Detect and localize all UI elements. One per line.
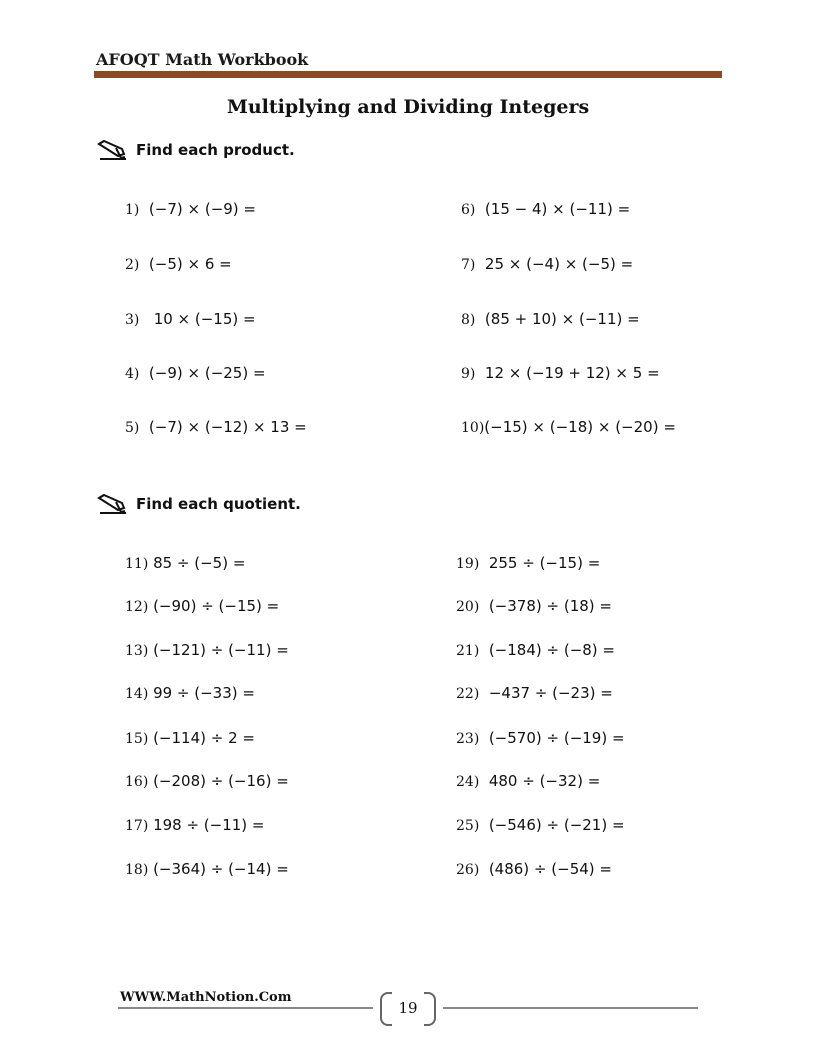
problem-expression: (−90) ÷ (−15) = <box>153 597 280 615</box>
problem-19 <box>456 554 600 572</box>
problem-expression: (−9) × (−25) = <box>148 364 266 382</box>
problem-14 <box>125 684 255 702</box>
problem-number: 15) <box>125 731 149 747</box>
problem-8 <box>461 310 640 328</box>
problem-expression: (486) ÷ (−54) = <box>488 860 612 878</box>
header-rule <box>94 71 722 78</box>
problem-expression: 85 ÷ (−5) = <box>153 554 246 572</box>
problem-2 <box>125 255 232 273</box>
problem-number: 22) <box>456 686 480 702</box>
problem-expression: 25 × (−4) × (−5) = <box>484 255 634 273</box>
problem-9 <box>461 364 660 382</box>
problem-number: 11) <box>125 556 149 572</box>
page-number: 19 <box>398 999 418 1017</box>
problem-number: 23) <box>456 731 480 747</box>
problem-13 <box>125 641 289 659</box>
problem-number: 7) <box>461 257 476 273</box>
problem-expression: 99 ÷ (−33) = <box>153 684 255 702</box>
problem-number: 10) <box>461 420 485 436</box>
problem-12 <box>125 597 279 615</box>
problem-number: 13) <box>125 643 149 659</box>
problem-number: 21) <box>456 643 480 659</box>
problem-expression: 10 × (−15) = <box>148 310 256 328</box>
problem-17 <box>125 816 265 834</box>
problem-number: 14) <box>125 686 149 702</box>
problem-21 <box>456 641 615 659</box>
problem-expression: (−184) ÷ (−8) = <box>488 641 615 659</box>
problem-number: 12) <box>125 599 149 615</box>
problem-number: 24) <box>456 774 480 790</box>
problem-24 <box>456 772 600 790</box>
problem-expression: (−7) × (−12) × 13 = <box>148 418 307 436</box>
problem-expression: (−570) ÷ (−19) = <box>488 729 625 747</box>
problem-expression: (−5) × 6 = <box>148 255 232 273</box>
page-title: Multiplying and Dividing Integers <box>226 96 590 118</box>
problem-number: 3) <box>125 312 140 328</box>
problem-expression: 12 × (−19 + 12) × 5 = <box>484 364 660 382</box>
section-heading-products <box>96 138 295 162</box>
problem-16 <box>125 772 289 790</box>
footer-rule-left <box>118 1007 373 1009</box>
section-heading-label: Find each product. <box>136 141 295 159</box>
problem-3 <box>125 310 256 328</box>
pencil-icon <box>96 492 128 516</box>
problem-expression: 480 ÷ (−32) = <box>488 772 601 790</box>
problem-number: 8) <box>461 312 476 328</box>
problem-25 <box>456 816 625 834</box>
problem-15 <box>125 729 255 747</box>
problem-expression: 255 ÷ (−15) = <box>488 554 601 572</box>
problem-expression: (−15) × (−18) × (−20) = <box>484 418 676 436</box>
problem-5 <box>125 418 307 436</box>
problem-number: 5) <box>125 420 140 436</box>
footer-website: WWW.MathNotion.Com <box>120 990 292 1005</box>
problem-22 <box>456 684 613 702</box>
problem-number: 26) <box>456 862 480 878</box>
pencil-icon <box>96 138 128 162</box>
problem-23 <box>456 729 625 747</box>
problem-expression: (−7) × (−9) = <box>148 200 256 218</box>
problem-number: 20) <box>456 599 480 615</box>
problem-expression: −437 ÷ (−23) = <box>488 684 613 702</box>
problem-26 <box>456 860 612 878</box>
problem-number: 6) <box>461 202 476 218</box>
problem-11 <box>125 554 245 572</box>
problem-1 <box>125 200 256 218</box>
problem-expression: (−114) ÷ 2 = <box>153 729 255 747</box>
problem-expression: (−378) ÷ (18) = <box>488 597 612 615</box>
section-heading-label: Find each quotient. <box>136 495 301 513</box>
problem-4 <box>125 364 266 382</box>
problem-number: 16) <box>125 774 149 790</box>
problem-number: 19) <box>456 556 480 572</box>
problem-expression: (−546) ÷ (−21) = <box>488 816 625 834</box>
problem-20 <box>456 597 612 615</box>
problem-6 <box>461 200 630 218</box>
problem-number: 2) <box>125 257 140 273</box>
problem-expression: (−121) ÷ (−11) = <box>153 641 289 659</box>
problem-expression: 198 ÷ (−11) = <box>153 816 265 834</box>
problem-expression: (−208) ÷ (−16) = <box>153 772 289 790</box>
problem-number: 1) <box>125 202 140 218</box>
problem-expression: (−364) ÷ (−14) = <box>153 860 289 878</box>
problem-expression: (15 − 4) × (−11) = <box>484 200 631 218</box>
problem-number: 25) <box>456 818 480 834</box>
problem-10 <box>461 418 676 436</box>
section-heading-quotients <box>96 492 301 516</box>
problem-18 <box>125 860 289 878</box>
footer-rule-right <box>443 1007 698 1009</box>
problem-number: 18) <box>125 862 149 878</box>
problem-number: 9) <box>461 366 476 382</box>
problem-number: 4) <box>125 366 140 382</box>
problem-7 <box>461 255 633 273</box>
problem-number: 17) <box>125 818 149 834</box>
header-title: AFOQT Math Workbook <box>96 50 309 69</box>
problem-expression: (85 + 10) × (−11) = <box>484 310 640 328</box>
